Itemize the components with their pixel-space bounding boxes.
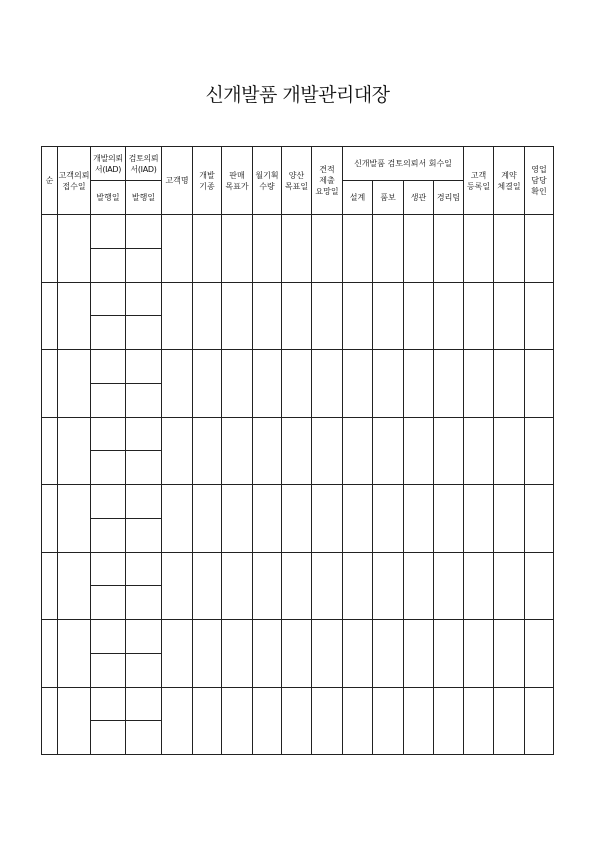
ledger-cell[interactable] bbox=[494, 620, 525, 688]
ledger-cell[interactable] bbox=[126, 586, 162, 620]
ledger-cell[interactable] bbox=[312, 350, 343, 418]
ledger-cell[interactable] bbox=[126, 687, 162, 721]
header-dev-period: 개발 기종 bbox=[193, 147, 222, 215]
ledger-cell[interactable] bbox=[464, 215, 494, 283]
ledger-cell[interactable] bbox=[373, 417, 404, 485]
header-quality: 품보 bbox=[373, 181, 404, 215]
ledger-cell[interactable] bbox=[312, 687, 343, 755]
ledger-cell[interactable] bbox=[126, 518, 162, 552]
ledger-cell[interactable] bbox=[373, 350, 404, 418]
ledger-cell[interactable] bbox=[373, 620, 404, 688]
ledger-row bbox=[42, 620, 554, 654]
header-review-request: 검토의뢰서(IAD) bbox=[126, 147, 162, 181]
ledger-cell[interactable] bbox=[58, 620, 91, 688]
ledger-cell[interactable] bbox=[162, 687, 193, 755]
ledger-cell[interactable] bbox=[464, 485, 494, 553]
ledger-cell[interactable] bbox=[464, 417, 494, 485]
ledger-cell[interactable] bbox=[42, 215, 58, 283]
ledger-cell[interactable] bbox=[42, 417, 58, 485]
ledger-cell[interactable] bbox=[91, 687, 126, 721]
ledger-cell[interactable] bbox=[525, 552, 554, 620]
ledger-cell[interactable] bbox=[42, 687, 58, 755]
ledger-cell[interactable] bbox=[126, 417, 162, 451]
ledger-cell[interactable] bbox=[193, 350, 222, 418]
ledger-cell[interactable] bbox=[253, 552, 282, 620]
header-contract-date: 계약 체결일 bbox=[494, 147, 525, 215]
ledger-cell[interactable] bbox=[404, 417, 434, 485]
ledger-cell[interactable] bbox=[282, 350, 312, 418]
ledger-cell[interactable] bbox=[373, 282, 404, 350]
header-management: 경리팀 bbox=[434, 181, 464, 215]
ledger-cell[interactable] bbox=[404, 485, 434, 553]
ledger-cell[interactable] bbox=[91, 248, 126, 282]
ledger-cell[interactable] bbox=[525, 620, 554, 688]
ledger-cell[interactable] bbox=[312, 282, 343, 350]
ledger-cell[interactable] bbox=[91, 721, 126, 755]
ledger-cell[interactable] bbox=[464, 552, 494, 620]
ledger-cell[interactable] bbox=[222, 552, 253, 620]
ledger-cell[interactable] bbox=[464, 620, 494, 688]
ledger-cell[interactable] bbox=[282, 215, 312, 283]
ledger-cell[interactable] bbox=[91, 316, 126, 350]
header-issue-date-1: 발행일 bbox=[91, 181, 126, 215]
ledger-cell[interactable] bbox=[282, 417, 312, 485]
ledger-cell[interactable] bbox=[343, 687, 373, 755]
ledger-cell[interactable] bbox=[126, 316, 162, 350]
ledger-cell[interactable] bbox=[253, 282, 282, 350]
ledger-cell[interactable] bbox=[91, 586, 126, 620]
header-request-date: 고객의뢰 접수일 bbox=[58, 147, 91, 215]
ledger-cell[interactable] bbox=[193, 417, 222, 485]
ledger-cell[interactable] bbox=[404, 687, 434, 755]
ledger-cell[interactable] bbox=[525, 350, 554, 418]
ledger-cell[interactable] bbox=[282, 485, 312, 553]
header-sales-price: 판매 목표가 bbox=[222, 147, 253, 215]
ledger-cell[interactable] bbox=[162, 215, 193, 283]
ledger-cell[interactable] bbox=[373, 687, 404, 755]
ledger-cell[interactable] bbox=[91, 282, 126, 316]
ledger-cell[interactable] bbox=[373, 552, 404, 620]
ledger-cell[interactable] bbox=[464, 282, 494, 350]
ledger-cell[interactable] bbox=[434, 687, 464, 755]
ledger-cell[interactable] bbox=[42, 485, 58, 553]
ledger-cell[interactable] bbox=[343, 552, 373, 620]
ledger-cell[interactable] bbox=[42, 620, 58, 688]
ledger-cell[interactable] bbox=[434, 620, 464, 688]
ledger-cell[interactable] bbox=[126, 248, 162, 282]
ledger-cell[interactable] bbox=[343, 620, 373, 688]
ledger-cell[interactable] bbox=[282, 687, 312, 755]
ledger-cell[interactable] bbox=[42, 282, 58, 350]
header-review-group: 신개발품 검토의뢰서 회수일 bbox=[343, 147, 464, 181]
ledger-cell[interactable] bbox=[404, 282, 434, 350]
ledger-cell[interactable] bbox=[222, 485, 253, 553]
ledger-row bbox=[42, 485, 554, 519]
ledger-cell[interactable] bbox=[343, 282, 373, 350]
ledger-cell[interactable] bbox=[434, 350, 464, 418]
ledger-cell[interactable] bbox=[162, 620, 193, 688]
ledger-cell[interactable] bbox=[434, 552, 464, 620]
ledger-cell[interactable] bbox=[525, 485, 554, 553]
ledger-cell[interactable] bbox=[343, 417, 373, 485]
ledger-cell[interactable] bbox=[253, 485, 282, 553]
ledger-cell[interactable] bbox=[525, 282, 554, 350]
ledger-row bbox=[42, 282, 554, 316]
ledger-cell[interactable] bbox=[404, 620, 434, 688]
ledger-cell[interactable] bbox=[58, 350, 91, 418]
ledger-cell[interactable] bbox=[42, 350, 58, 418]
ledger-cell[interactable] bbox=[222, 282, 253, 350]
ledger-cell[interactable] bbox=[193, 282, 222, 350]
ledger-cell[interactable] bbox=[58, 552, 91, 620]
header-customer: 고객명 bbox=[162, 147, 193, 215]
document-title: 신개발품 개발관리대장 bbox=[205, 84, 390, 106]
ledger-cell[interactable] bbox=[312, 417, 343, 485]
ledger-cell[interactable] bbox=[494, 417, 525, 485]
ledger-cell[interactable] bbox=[193, 485, 222, 553]
ledger-cell[interactable] bbox=[91, 451, 126, 485]
header-seq: 순 bbox=[42, 147, 58, 215]
ledger-cell[interactable] bbox=[525, 417, 554, 485]
ledger-cell[interactable] bbox=[91, 518, 126, 552]
header-design: 설계 bbox=[343, 181, 373, 215]
ledger-cell[interactable] bbox=[126, 721, 162, 755]
ledger-cell[interactable] bbox=[91, 485, 126, 519]
ledger-cell[interactable] bbox=[126, 620, 162, 654]
ledger-cell[interactable] bbox=[434, 417, 464, 485]
ledger-row bbox=[42, 417, 554, 451]
header-issue-date-2: 발행일 bbox=[126, 181, 162, 215]
ledger-cell[interactable] bbox=[343, 485, 373, 553]
ledger-cell[interactable] bbox=[162, 552, 193, 620]
ledger-cell[interactable] bbox=[126, 383, 162, 417]
ledger-cell[interactable] bbox=[494, 485, 525, 553]
ledger-cell[interactable] bbox=[222, 350, 253, 418]
ledger-cell[interactable] bbox=[282, 620, 312, 688]
ledger-cell[interactable] bbox=[91, 215, 126, 249]
ledger-cell[interactable] bbox=[91, 350, 126, 384]
ledger-cell[interactable] bbox=[162, 485, 193, 553]
ledger-cell[interactable] bbox=[373, 215, 404, 283]
ledger-row bbox=[42, 215, 554, 249]
header-sales-confirm: 영업 담당 확인 bbox=[525, 147, 554, 215]
ledger-cell[interactable] bbox=[282, 552, 312, 620]
ledger-cell[interactable] bbox=[193, 552, 222, 620]
ledger-row bbox=[42, 687, 554, 721]
header-dev-request: 개발의뢰서(IAD) bbox=[91, 147, 126, 181]
ledger-cell[interactable] bbox=[404, 552, 434, 620]
ledger-cell[interactable] bbox=[91, 653, 126, 687]
header-quote-request: 견적 제출 요망일 bbox=[312, 147, 343, 215]
ledger-cell[interactable] bbox=[222, 687, 253, 755]
ledger-cell[interactable] bbox=[58, 282, 91, 350]
ledger-cell[interactable] bbox=[222, 417, 253, 485]
ledger-cell[interactable] bbox=[126, 215, 162, 249]
ledger-cell[interactable] bbox=[434, 282, 464, 350]
ledger-cell[interactable] bbox=[58, 215, 91, 283]
header-monthly-qty: 월기획 수량 bbox=[253, 147, 282, 215]
ledger-cell[interactable] bbox=[525, 215, 554, 283]
ledger-cell[interactable] bbox=[312, 552, 343, 620]
ledger-cell[interactable] bbox=[126, 282, 162, 316]
ledger-body bbox=[42, 215, 554, 755]
ledger-cell[interactable] bbox=[222, 215, 253, 283]
ledger-row bbox=[42, 350, 554, 384]
header-production: 생관 bbox=[404, 181, 434, 215]
ledger-cell[interactable] bbox=[494, 350, 525, 418]
ledger-cell[interactable] bbox=[162, 282, 193, 350]
ledger-cell[interactable] bbox=[404, 350, 434, 418]
ledger-cell[interactable] bbox=[434, 485, 464, 553]
ledger-cell[interactable] bbox=[58, 687, 91, 755]
ledger-cell[interactable] bbox=[253, 215, 282, 283]
ledger-cell[interactable] bbox=[253, 417, 282, 485]
ledger-cell[interactable] bbox=[126, 485, 162, 519]
ledger-cell[interactable] bbox=[494, 687, 525, 755]
ledger-cell[interactable] bbox=[193, 215, 222, 283]
ledger-cell[interactable] bbox=[91, 552, 126, 586]
ledger-cell[interactable] bbox=[126, 653, 162, 687]
ledger-cell[interactable] bbox=[404, 215, 434, 283]
ledger-cell[interactable] bbox=[464, 350, 494, 418]
ledger-cell[interactable] bbox=[373, 485, 404, 553]
ledger-cell[interactable] bbox=[343, 350, 373, 418]
ledger-cell[interactable] bbox=[312, 620, 343, 688]
header-mass-target: 양산 목표일 bbox=[282, 147, 312, 215]
ledger-row bbox=[42, 552, 554, 586]
ledger-cell[interactable] bbox=[312, 215, 343, 283]
ledger-cell[interactable] bbox=[494, 552, 525, 620]
ledger-cell[interactable] bbox=[91, 383, 126, 417]
ledger-cell[interactable] bbox=[525, 687, 554, 755]
ledger-cell[interactable] bbox=[58, 417, 91, 485]
header-customer-reg: 고객 등록일 bbox=[464, 147, 494, 215]
ledger-cell[interactable] bbox=[253, 350, 282, 418]
ledger-cell[interactable] bbox=[253, 687, 282, 755]
ledger-cell[interactable] bbox=[42, 552, 58, 620]
ledger-cell[interactable] bbox=[494, 215, 525, 283]
development-ledger-table bbox=[41, 146, 554, 755]
ledger-cell[interactable] bbox=[91, 620, 126, 654]
ledger-cell[interactable] bbox=[494, 282, 525, 350]
ledger-cell[interactable] bbox=[282, 282, 312, 350]
ledger-cell[interactable] bbox=[434, 215, 464, 283]
ledger-cell[interactable] bbox=[126, 350, 162, 384]
ledger-cell[interactable] bbox=[222, 620, 253, 688]
ledger-cell[interactable] bbox=[343, 215, 373, 283]
ledger-cell[interactable] bbox=[126, 451, 162, 485]
ledger-cell[interactable] bbox=[91, 417, 126, 451]
ledger-cell[interactable] bbox=[464, 687, 494, 755]
ledger-cell[interactable] bbox=[58, 485, 91, 553]
ledger-cell[interactable] bbox=[193, 620, 222, 688]
ledger-cell[interactable] bbox=[312, 485, 343, 553]
ledger-cell[interactable] bbox=[193, 687, 222, 755]
ledger-cell[interactable] bbox=[162, 350, 193, 418]
ledger-cell[interactable] bbox=[253, 620, 282, 688]
ledger-cell[interactable] bbox=[126, 552, 162, 586]
ledger-cell[interactable] bbox=[162, 417, 193, 485]
